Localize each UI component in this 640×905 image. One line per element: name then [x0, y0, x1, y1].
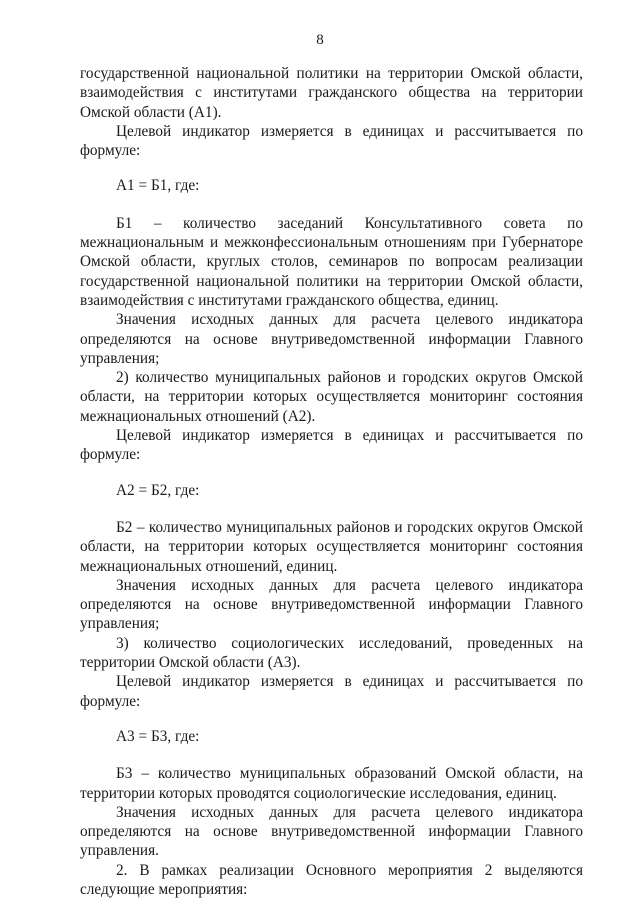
document-body — [80, 64, 583, 899]
paragraph-indicator-measure-1: Целевой индикатор измеряется в единицах и рассчитывается по формуле: — [80, 122, 583, 160]
paragraph-indicator-measure-3: Целевой индикатор измеряется в единицах и рассчитывается по формуле: — [80, 673, 583, 710]
page-number: 8 — [316, 32, 324, 48]
paragraph-continuation: государственной национальной политики на территории Омской области, взаимодействия с институтами гражданского общества на территории Омской области (А1). — [80, 65, 583, 121]
paragraph-b3-definition: Б3 – количество муниципальных образований Омской области, на территории которых проводятся социологические исследования, единиц. — [80, 765, 583, 802]
paragraph-main-activity-2: 2. В рамках реализации Основного мероприятия 2 выделяются следующие мероприятия: — [80, 861, 583, 898]
paragraph-source-data-2: Значения исходных данных для расчета целевого индикатора определяются на основе внутриведомственной информации Главного управления; — [80, 576, 583, 633]
paragraph-source-data-3: Значения исходных данных для расчета целевого индикатора определяются на основе внутриведомственной информации Главного управления. — [80, 803, 583, 860]
formula-a2: А2 = Б2, где: — [116, 481, 200, 499]
paragraph-indicator-a2: 2) количество муниципальных районов и городских округов Омской области, на территории которых осуществляется мониторинг состояния межнациональных отношений (А2). — [80, 369, 583, 425]
formula-a1: А1 = Б1, где: — [116, 177, 200, 195]
paragraph-b2-definition: Б2 – количество муниципальных районов и городских округов Омской области, на территории которых осуществляется мониторинг состояния межнациональных отношений, единиц. — [80, 518, 583, 575]
paragraph-indicator-measure-2: Целевой индикатор измеряется в единицах и рассчитывается по формуле: — [80, 427, 583, 464]
paragraph-b1-definition: Б1 – количество заседаний Консультативного совета по межнациональным и межконфессиональным отношениям при Губернаторе Омской области, круглых столов, семинаров по вопросам реализации государственной национальной политики на территории Омской области, взаимодействия с институтами гражданского общества, единиц. — [80, 214, 583, 309]
paragraph-source-data-1: Значения исходных данных для расчета целевого индикатора определяются на основе внутриведомственной информации Главного управления; — [80, 311, 583, 367]
formula-a3: А3 = Б3, где: — [116, 727, 200, 745]
paragraph-indicator-a3: 3) количество социологических исследований, проведенных на территории Омской области (А3). — [80, 634, 583, 672]
